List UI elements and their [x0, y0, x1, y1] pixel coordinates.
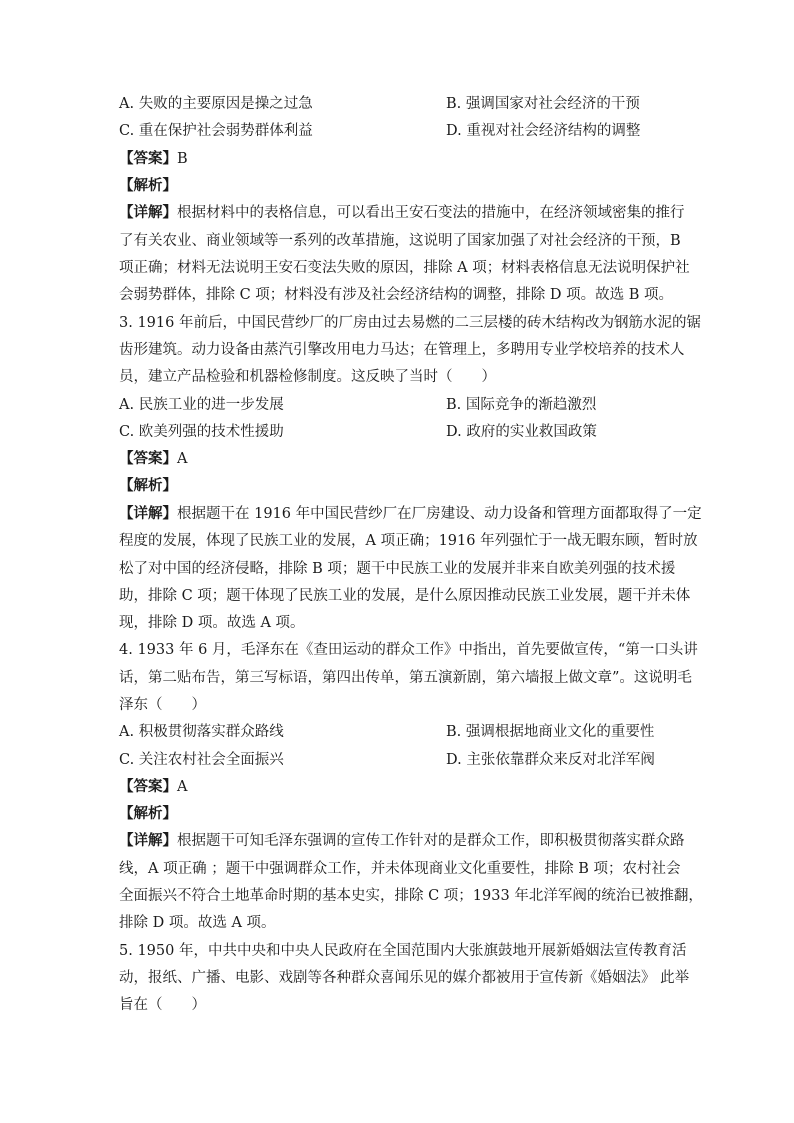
q3-stem-line: 员，建立产品检验和机器检修制度。这反映了当时（ ） — [119, 369, 496, 385]
q4-stem-line: 4. 1933 年 6 月，毛泽东在《查田运动的群众工作》中指出，首先要做宣传，“第一口头讲 — [119, 642, 698, 658]
q3-option-c: C. 欧美列强的技术性援助 — [119, 424, 284, 440]
detail-text: 根据题干可知毛泽东强调的宣传工作针对的是群众工作，即积极贯彻落实群众路 — [177, 833, 685, 849]
detail-tag: 【详解】 — [119, 505, 177, 522]
q4-detail-line: 全面振兴不符合土地革命时期的基本史实，排除 C 项；1933 年北洋军阀的统治已被推翻， — [119, 888, 703, 904]
q3-detail-line: 程度的发展，体现了民族工业的发展，A 项正确；1916 年列强忙于一战无暇东顾，暂时放 — [119, 533, 698, 549]
q5-stem-line: 5. 1950 年，中共中央和中央人民政府在全国范围内大张旗鼓地开展新婚姻法宣传教育活 — [119, 943, 687, 959]
q4-detail-line: 排除 D 项。故选 A 项。 — [119, 915, 276, 931]
q4-answer — [119, 777, 187, 797]
q3-detail-line: 现，排除 D 项。故选 A 项。 — [119, 615, 305, 631]
q2-option-d: D. 重视对社会经济结构的调整 — [446, 123, 641, 139]
q5-stem-line: 动，报纸、广播、电影、戏剧等各种群众喜闻乐见的媒介都被用于宣传新《婚姻法》 此举 — [119, 970, 690, 986]
q3-option-b: B. 国际竞争的渐趋激烈 — [446, 397, 597, 413]
q4-option-b: B. 强调根据地商业文化的重要性 — [446, 724, 655, 740]
q2-option-a: A. 失败的主要原因是操之过急 — [119, 96, 313, 112]
q4-detail-line — [119, 831, 685, 851]
q3-stem-line: 齿形建筑。动力设备由蒸汽引擎改用电力马达；在管理上，多聘用专业学校培养的技术人 — [119, 342, 685, 358]
answer-tag: 【答案】 — [119, 778, 177, 795]
q3-analysis-tag: 【解析】 — [119, 477, 177, 494]
q3-stem-line: 3. 1916 年前后，中国民营纱厂的厂房由过去易燃的二三层楼的砖木结构改为钢筋水泥的锯 — [119, 315, 701, 331]
q4-option-c: C. 关注农村社会全面振兴 — [119, 752, 284, 768]
q4-option-d: D. 主张依靠群众来反对北洋军阀 — [446, 752, 655, 768]
q3-detail-line: 助，排除 C 项；题干体现了民族工业的发展，是什么原因推动民族工业发展，题干并未体 — [119, 588, 691, 604]
detail-text: 根据材料中的表格信息，可以看出王安石变法的措施中，在经济领域密集的推行 — [177, 205, 685, 221]
answer-tag: 【答案】 — [119, 150, 177, 167]
q4-stem-line: 话，第二贴布告，第三写标语，第四出传单，第五演新剧，第六墙报上做文章”。这说明毛 — [119, 670, 692, 686]
q2-detail-line: 项正确；材料无法说明王安石变法失败的原因，排除 A 项；材料表格信息无法说明保护社 — [119, 260, 690, 276]
q3-detail-line: 松了对中国的经济侵略，排除 B 项；题干中民族工业的发展并非来自欧美列强的技术援 — [119, 561, 676, 577]
q2-answer — [119, 149, 188, 169]
detail-tag: 【详解】 — [119, 832, 177, 849]
q2-analysis-tag: 【解析】 — [119, 177, 177, 194]
q4-stem-line: 泽东（ ） — [119, 697, 206, 713]
detail-tag: 【详解】 — [119, 204, 177, 221]
detail-text: 根据题干在 1916 年中国民营纱厂在厂房建设、动力设备和管理方面都取得了一定 — [177, 506, 702, 522]
q2-detail-line — [119, 203, 685, 223]
q3-answer — [119, 449, 187, 469]
answer-tag: 【答案】 — [119, 450, 177, 467]
q2-option-c: C. 重在保护社会弱势群体利益 — [119, 123, 313, 139]
q2-option-b: B. 强调国家对社会经济的干预 — [446, 96, 640, 112]
q2-detail-line: 了有关农业、商业领域等一系列的改革措施，这说明了国家加强了对社会经济的干预，B — [119, 233, 681, 249]
q2-detail-line: 会弱势群体，排除 C 项；材料没有涉及社会经济结构的调整，排除 D 项。故选 B 项。 — [119, 287, 674, 303]
q4-detail-line: 线，A 项正确 ；题干中强调群众工作，并未体现商业文化重要性，排除 B 项；农村社会 — [119, 861, 681, 877]
q4-option-a: A. 积极贯彻落实群众路线 — [119, 724, 284, 740]
answer-value: B — [177, 151, 188, 167]
answer-value: A — [177, 451, 188, 467]
q3-option-d: D. 政府的实业救国政策 — [446, 424, 597, 440]
q5-stem-line: 旨在（ ） — [119, 997, 206, 1013]
q3-option-a: A. 民族工业的进一步发展 — [119, 397, 284, 413]
q3-detail-line — [119, 504, 702, 524]
answer-value: A — [177, 779, 188, 795]
q4-analysis-tag: 【解析】 — [119, 805, 177, 822]
